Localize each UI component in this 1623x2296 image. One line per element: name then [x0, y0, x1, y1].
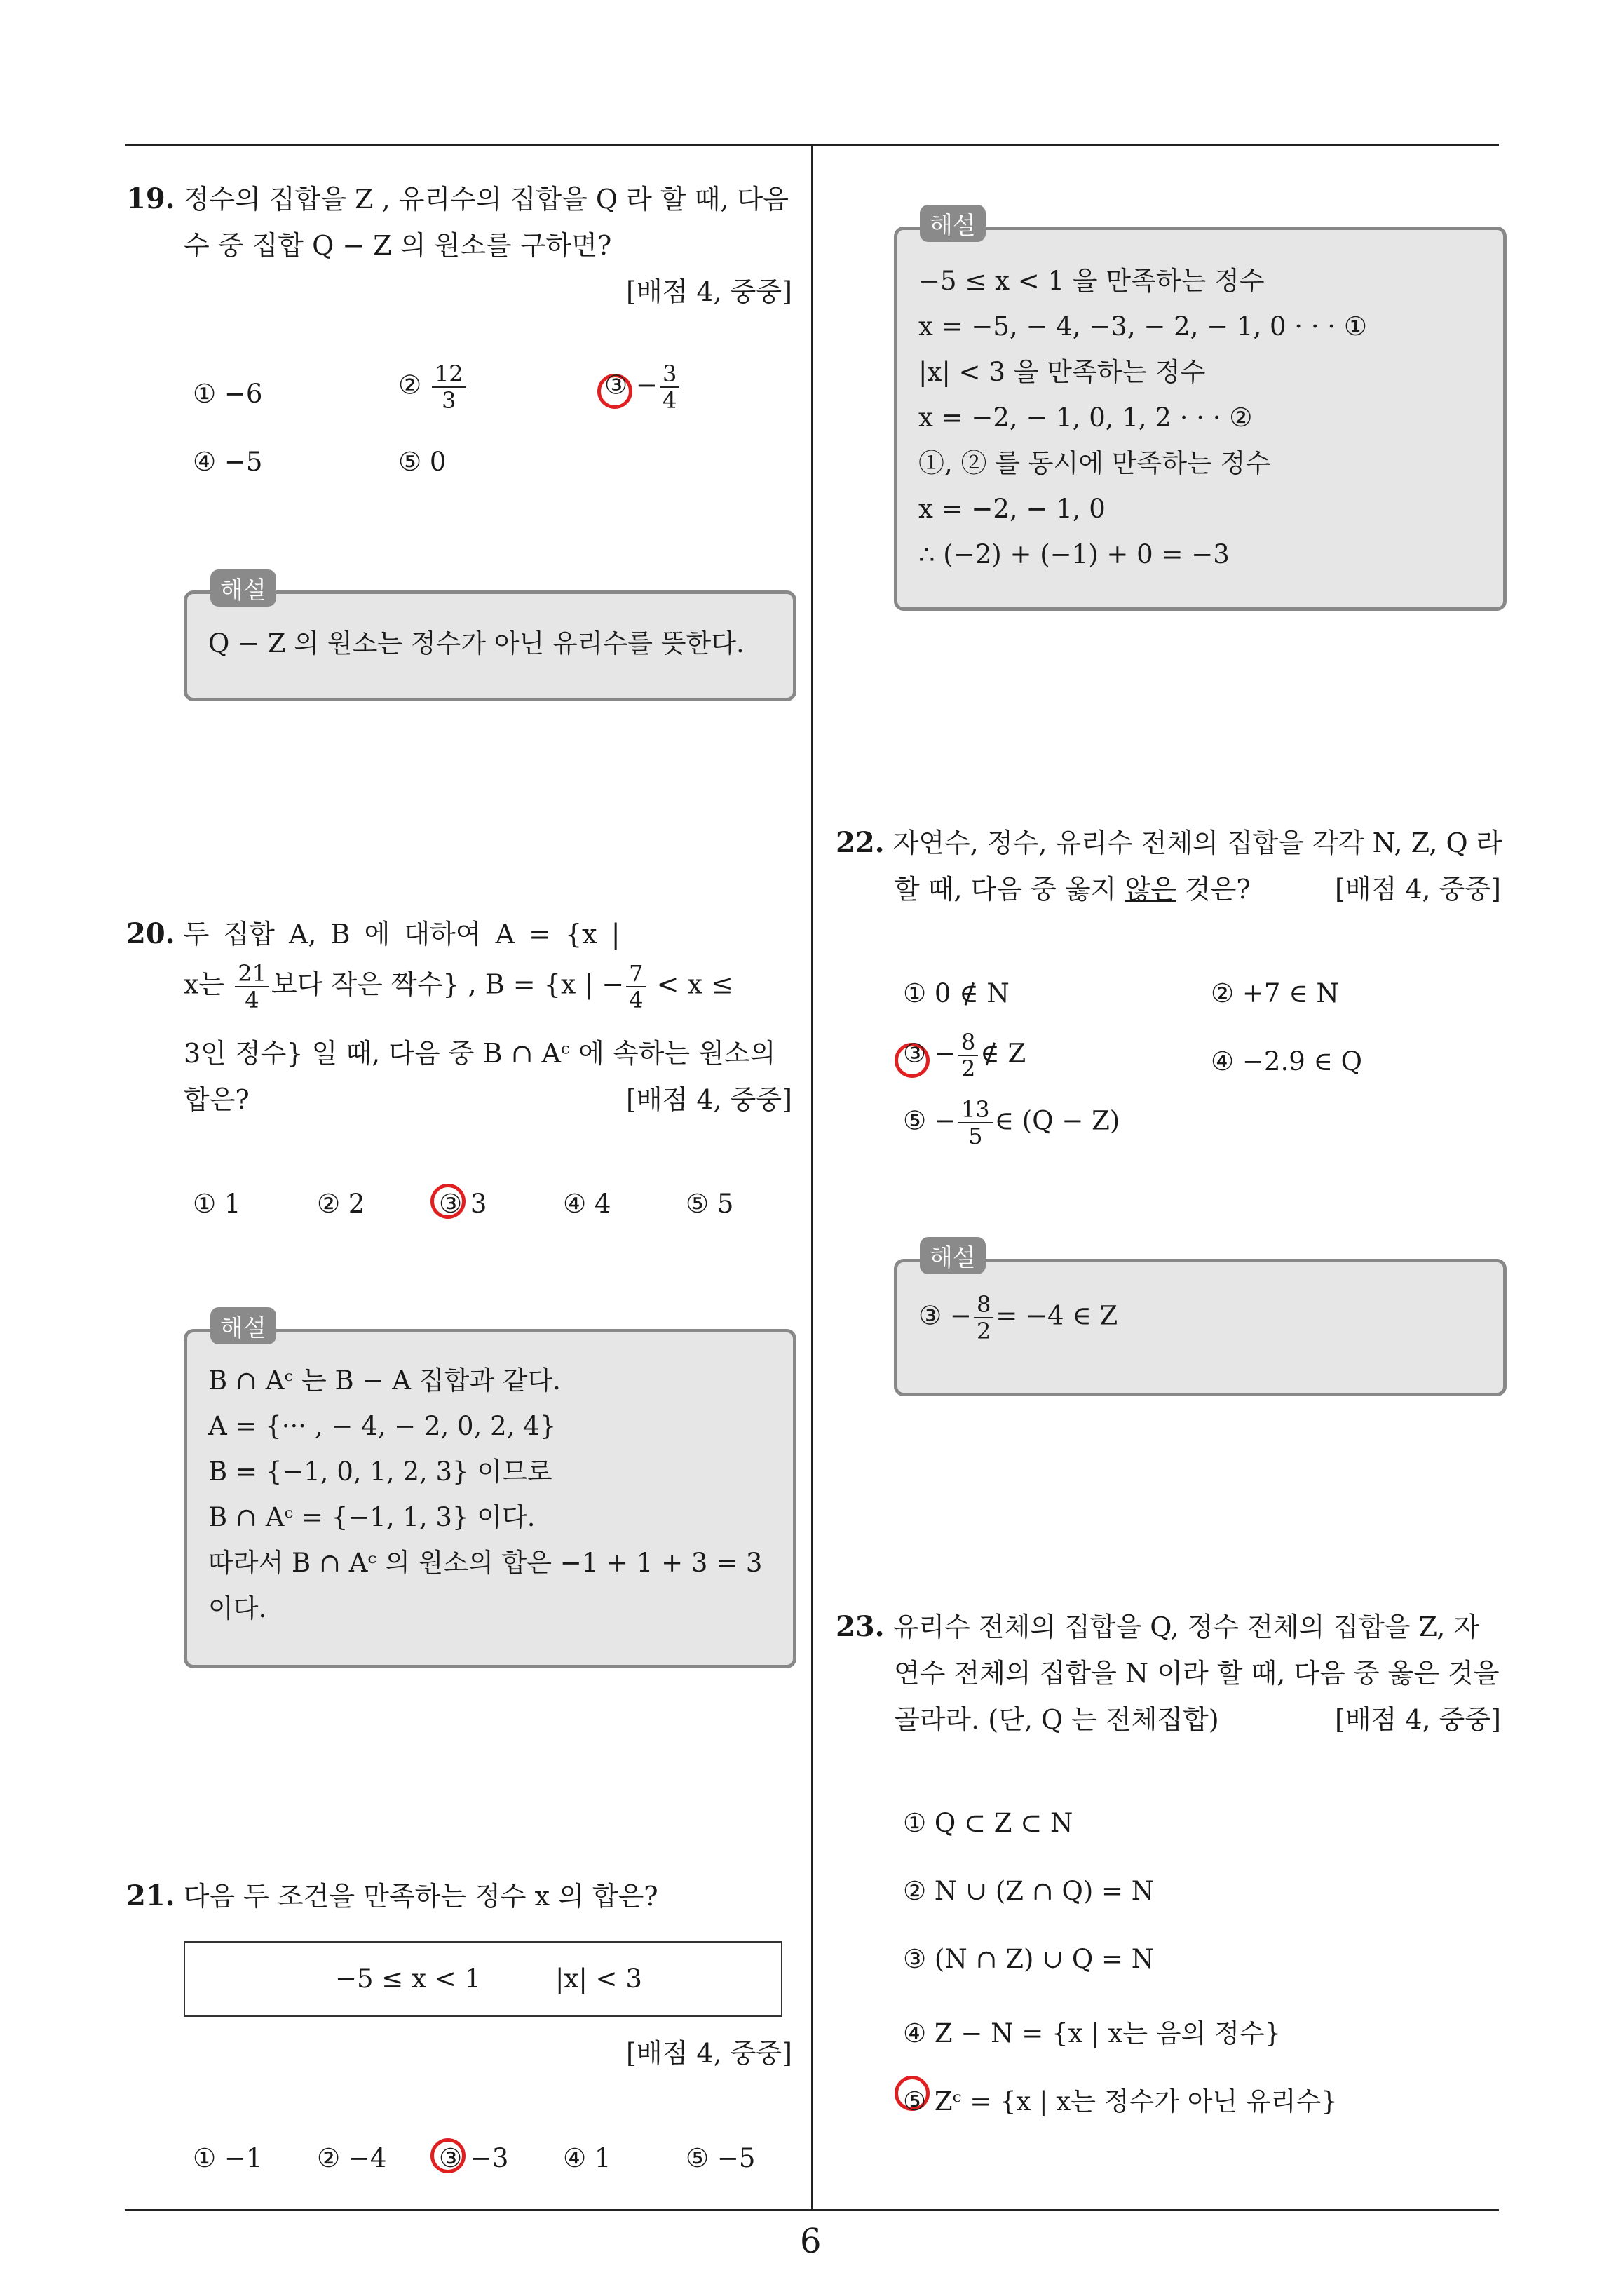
choice-5[interactable]: ⑤ −5 [686, 2143, 756, 2173]
solution-line: 따라서 B ∩ Aᶜ 의 원소의 합은 −1 + 1 + 3 = 3 [208, 1548, 763, 1578]
question-number: 21. [126, 1879, 175, 1912]
choice-3[interactable]: ③ − $\frac{8}{2}$ ∉ Z [903, 1029, 1026, 1082]
solution-tag: 해설 [210, 569, 276, 607]
question-text: 합은? [184, 1084, 250, 1115]
choice-2[interactable]: ② N ∪ (Z ∩ Q) = N [903, 1876, 1155, 1906]
solution-line: ∴ (−2) + (−1) + 0 = −3 [918, 539, 1230, 569]
choice-4[interactable]: ④ −2.9 ∈ Q [1211, 1046, 1363, 1076]
solution-line: x = −2, − 1, 0 [918, 494, 1106, 524]
choice-1[interactable]: ① Q ⊂ Z ⊂ N [903, 1808, 1073, 1838]
choice-1[interactable]: ① −1 [193, 2143, 263, 2173]
solution-tag: 해설 [920, 205, 986, 242]
choice-5[interactable]: ⑤ 0 [398, 447, 447, 477]
solution-box [894, 227, 1507, 611]
solution-line: 이다. [208, 1593, 267, 1623]
condition-box [184, 1941, 782, 2017]
solution-text: ③ − $\frac{8}{2}$ = −4 ∈ Z [918, 1291, 1118, 1344]
choice-1[interactable]: ① 0 ∉ N [903, 978, 1010, 1008]
choice-5[interactable]: ⑤ 5 [686, 1189, 734, 1219]
question-text: 할 때, 다음 중 옳지 않은 것은? [894, 874, 1251, 905]
solution-box [184, 1329, 796, 1668]
choice-3[interactable]: ③ (N ∩ Z) ∪ Q = N [903, 1944, 1155, 1974]
question-number: 19. [126, 182, 175, 215]
solution-tag: 해설 [920, 1237, 986, 1274]
question-text: 두 집합 A, B 에 대하여 A = {x | [183, 919, 620, 950]
question-text: 자연수, 정수, 유리수 전체의 집합을 각각 N, Z, Q 라 [892, 828, 1502, 858]
choice-3[interactable]: ③ − $\frac{3}{4}$ [604, 361, 681, 413]
solution-line: ①, ② 를 동시에 만족하는 정수 [918, 448, 1270, 478]
column-divider [811, 144, 813, 2210]
choice-1[interactable]: ① −6 [193, 379, 263, 409]
score-label: [배점 4, 중중] [626, 1084, 792, 1115]
choice-1[interactable]: ① 1 [193, 1189, 241, 1219]
bottom-rule [125, 2209, 1499, 2211]
choice-5[interactable]: ⑤ Zᶜ = {x | x는 정수가 아닌 유리수} [903, 2086, 1338, 2116]
solution-line: x = −5, − 4, −3, − 2, − 1, 0 · · · ① [918, 311, 1368, 342]
solution-line: −5 ≤ x < 1 을 만족하는 정수 [918, 266, 1265, 296]
score-label: [배점 4, 중중] [1335, 874, 1501, 905]
solution-box [894, 1259, 1507, 1396]
solution-text: Q − Z 의 원소는 정수가 아닌 유리수를 뜻한다. [208, 628, 745, 659]
question-text: 다음 두 조건을 만족하는 정수 x 의 합은? [183, 1881, 658, 1912]
question-text: 정수의 집합을 Z , 유리수의 집합을 Q 라 할 때, 다음 [183, 184, 789, 215]
question-text: 유리수 전체의 집합을 Q, 정수 전체의 집합을 Z, 자 [892, 1612, 1480, 1642]
choice-2[interactable]: ② $\frac{12}{3}$ [398, 361, 468, 413]
question-text: x는 $\frac{21}{4}$ 보다 작은 짝수} , B = {x | − $\frac{7}{4}$ < x ≤ [184, 960, 733, 1013]
question-text: 연수 전체의 집합을 N 이라 할 때, 다음 중 옳은 것을 [894, 1658, 1500, 1689]
choice-2[interactable]: ② −4 [317, 2143, 387, 2173]
solution-line: B ∩ Aᶜ = {−1, 1, 3} 이다. [208, 1502, 536, 1532]
choice-2[interactable]: ② +7 ∈ N [1211, 978, 1339, 1008]
solution-line: A = {··· , − 4, − 2, 0, 2, 4} [208, 1411, 557, 1441]
solution-line: |x| < 3 을 만족하는 정수 [918, 357, 1206, 387]
solution-line: B ∩ Aᶜ 는 B − A 집합과 같다. [208, 1365, 561, 1396]
page-number: 6 [800, 2222, 822, 2261]
question-number: 23. [836, 1610, 885, 1643]
condition-1: −5 ≤ x < 1 [335, 1964, 481, 1994]
condition-2: |x| < 3 [555, 1964, 642, 1994]
question-text: 3인 정수} 일 때, 다음 중 B ∩ Aᶜ 에 속하는 원소의 [184, 1038, 776, 1069]
question-number: 20. [126, 917, 175, 950]
solution-box [184, 590, 796, 701]
choice-3[interactable]: ③ −3 [439, 2143, 509, 2173]
choice-3[interactable]: ③ 3 [439, 1189, 487, 1219]
solution-line: x = −2, − 1, 0, 1, 2 · · · ② [918, 403, 1253, 433]
question-number: 22. [836, 826, 885, 859]
choice-4[interactable]: ④ −5 [193, 447, 263, 477]
question-text: 골라라. (단, Q 는 전체집합) [894, 1704, 1219, 1735]
question-text: 수 중 집합 Q − Z 의 원소를 구하면? [184, 230, 612, 261]
solution-line: B = {−1, 0, 1, 2, 3} 이므로 [208, 1457, 552, 1487]
choice-5[interactable]: ⑤ − $\frac{13}{5}$ ∈ (Q − Z) [903, 1096, 1120, 1149]
choice-4[interactable]: ④ 4 [563, 1189, 611, 1219]
choice-4[interactable]: ④ Z − N = {x | x는 음의 정수} [903, 2018, 1282, 2048]
score-label: [배점 4, 중중] [626, 2038, 792, 2069]
choice-4[interactable]: ④ 1 [563, 2143, 611, 2173]
choice-2[interactable]: ② 2 [317, 1189, 365, 1219]
solution-tag: 해설 [210, 1307, 276, 1344]
score-label: [배점 4, 중중] [626, 276, 792, 307]
score-label: [배점 4, 중중] [1335, 1704, 1501, 1735]
